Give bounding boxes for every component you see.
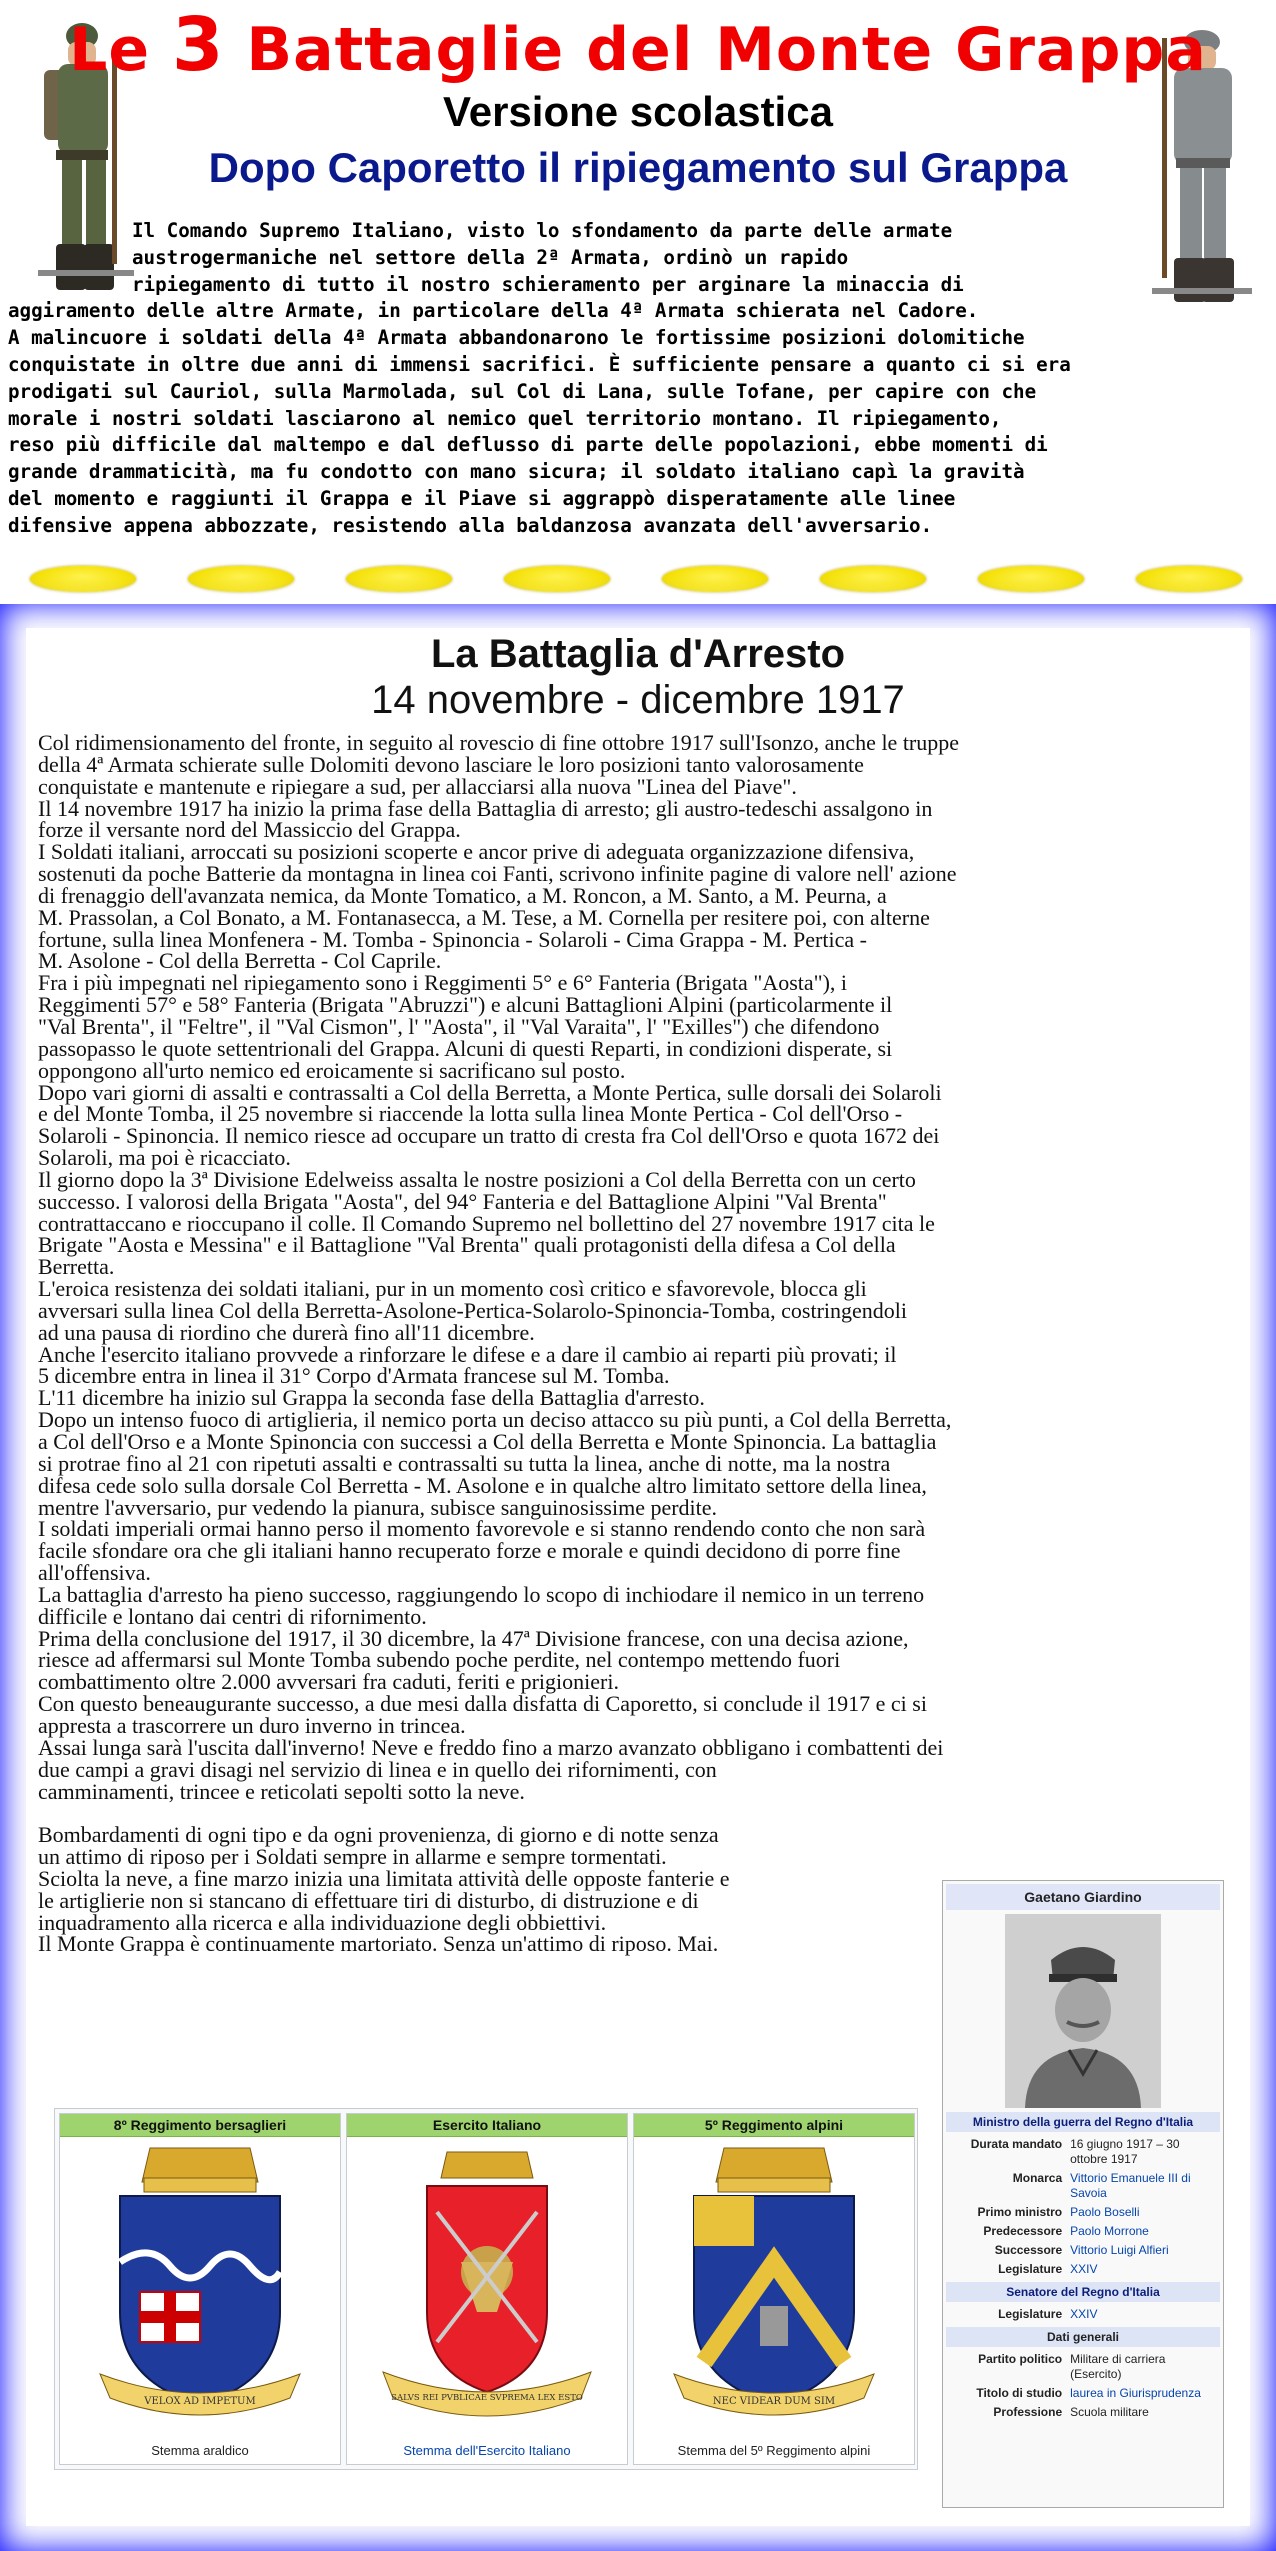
article-line: Dopo vari giorni di assalti e contrassalti a Col della Berretta, a Monte Pertica, sulle dorsali dei Solaroli [38,1079,942,1105]
row-key: Legislature [998,2307,1063,2321]
row-key: Partito politico [978,2352,1063,2366]
infobox-row [947,2203,1219,2222]
infobox-row [947,2135,1219,2169]
infobox-row [947,2260,1219,2279]
row-value-link[interactable]: XXIV [1070,2307,1098,2321]
article-line: I Soldati italiani, arroccati su posizioni scoperte e ancor prive di adeguata organizzazione difensiva, [38,839,915,865]
intro-line: A malincuore i soldati della 4ª Armata abbandonarono le fortissime posizioni dolomitiche [8,326,1025,350]
row-key: Primo ministro [977,2205,1063,2219]
separator-cloud [30,566,136,592]
infobox-section-senatore: Senatore del Regno d'Italia [946,2282,1220,2302]
page-title [0,2,1276,88]
article-line: di frenaggio dell'avanzata nemica, da Monte Tomatico, a M. Roncon, a M. Santo, a M. Peurna, a [38,882,887,908]
article-line: forze il versante nord del Massiccio del Grappa. [38,817,461,843]
infobox-row [947,2169,1219,2203]
separator-cloud [978,566,1084,592]
article-line: Con questo beneaugurante successo, a due mesi dalla disfatta di Caporetto, si conclude il 1917 e ci si [38,1691,927,1717]
intro-line: Il Comando Supremo Italiano, visto lo sfondamento da parte delle armate [132,219,953,242]
row-value-link[interactable]: Paolo Morrone [1070,2224,1149,2238]
article-line: passopasso le quote settentrionali del Grappa. Alcuni di questi Reparti, in condizioni disperate, si [38,1035,893,1061]
title-suffix: Battaglie del Monte Grappa [224,15,1207,85]
separator-cloud [504,566,610,592]
infobox-row [947,2241,1219,2260]
article-line: difesa cede solo sulla dorsale Col Berretta - M. Asolone e in qualche altro limitato settore della linea, [38,1472,927,1498]
article-line: successo. I valorosi della Brigata "Aosta", del 94° Fanteria e del Battaglione Alpini "Val Brenta" [38,1188,887,1214]
emblems-gallery [54,2108,918,2470]
article-line: avversari sulla linea Col della Berretta-Asolone-Pertica-Solarolo-Spinoncia-Tomba, costringendoli [38,1297,908,1323]
article-line: Bombardamenti di ogni tipo e da ogni provenienza, di giorno e di notte senza [38,1822,719,1848]
emblem-card [346,2113,628,2465]
row-value: Scuola militare [1070,2405,1149,2419]
article-line: Dopo un intenso fuoco di artiglieria, il nemico porta un deciso attacco su più punti, a Col della Berretta, [38,1407,952,1433]
article-line: ad una pausa di riordino che durerà fino all'11 dicembre. [38,1319,535,1345]
coat-of-arms-icon[interactable] [90,2142,310,2442]
article-line: conquistate e mantenute e ripiegare a sud, per allacciarsi alla nuova "Linea del Piave". [38,773,797,799]
emblem-motto: NEC VIDEAR DUM SIM [712,2396,836,2407]
article-line: M. Prassolan, a Col Bonato, a M. Fontanasecca, a M. Tese, a M. Cornella per resitere poi, con alterne [38,904,930,930]
article-line: mentre l'avversario, pur vedendo la pianura, subisce sanguinosissime perdite. [38,1494,718,1520]
intro-line: morale i nostri soldati lasciarono al nemico quel territorio montano. Il ripiegamento, [8,406,1002,430]
intro-line: ripiegamento di tutto il nostro schieramento per arginare la minaccia di [132,272,964,296]
intro-line: reso più difficile dal maltempo e dal deflusso di parte delle popolazioni, ebbe momenti di [8,433,1048,457]
article-line: Anche l'esercito italiano provvede a rinforzare le difese e a dare il cambio ai reparti più provati; il [38,1341,897,1367]
article-line: le artiglierie non si stancano di effettuare tiri di disturbo, di distruzione e di [38,1887,699,1913]
infobox-row [947,2305,1219,2324]
article-line [38,1802,1276,1824]
article-line: a Col dell'Orso e a Monte Spinoncia con successi a Col della Berretta e Monte Spinoncia. La battaglia [38,1429,937,1454]
infobox-row [947,2403,1219,2422]
article-line: Fra i più impegnati nel ripiegamento sono i Reggimenti 5° e 6° Fanteria (Brigata "Aosta"), i [38,970,848,996]
row-value-link[interactable]: laurea in Giurisprudenza [1070,2386,1201,2400]
article-line: si protrae fino al 21 con ripetuti assalti e contrassalti su tutta la linea, anche di notte, ma la nostra [38,1450,891,1476]
portrait-icon [1005,1914,1161,2108]
infobox-row [947,2384,1219,2403]
separator-cloud [188,566,294,592]
article-line: facile sfondare ora che gli italiani hanno recuperato forze e morale e quindi decidono di porre fine [38,1538,901,1564]
row-key: Professione [993,2405,1063,2419]
article-line: Il giorno dopo la 3ª Divisione Edelweiss assalta le nostre posizioni a Col della Berretta con un certo [38,1166,916,1192]
article-line: Brigate "Aosta e Messina" e il Battaglione "Val Brenta" quali protagonisti della difesa a Col della [38,1232,896,1258]
title-prefix: Le [69,15,172,85]
coat-of-arms-icon[interactable] [664,2142,884,2442]
infobox-row [947,2350,1219,2384]
section-heading: Dopo Caporetto il ripiegamento sul Grappa [208,144,1068,191]
article-line: I soldati imperiali ormai hanno perso il momento favorevole e si stanno rendendo conto che non sarà [38,1516,926,1542]
article-line: combattimento oltre 2.000 avversari fra caduti, feriti e prigionieri. [38,1669,619,1695]
separator-cloud [820,566,926,592]
emblem-title: 8º Reggimento bersaglieri [60,2114,340,2137]
article-title: La Battaglia d'Arresto [430,632,846,676]
article-line: riesce ad affermarsi sul Monte Tomba subendo poche perdite, nel contempo mettendo fuori [38,1647,841,1673]
emblem-motto: SALVS REI PVBLICAE SVPREMA LEX ESTO [391,2393,583,2403]
article-line: Il 14 novembre 1917 ha inizio la prima fase della Battaglia di arresto; gli austro-tedeschi assalgono in [38,795,933,821]
infobox-gaetano-giardino [942,1880,1224,2508]
infobox-title: Gaetano Giardino [946,1884,1220,1910]
intro-line: grande drammaticità, ma fu condotto con mano sicura; il soldato italiano capì la gravità [8,460,1025,484]
article-line: della 4ª Armata schierate sulle Dolomiti devono lasciare le loro posizioni tanto valorosamente [38,751,864,777]
article-line: fortune, sulla linea Monfenera - M. Tomba - Spinoncia - Solaroli - Cima Grappa - M. Pertica - [38,926,867,952]
article-line: all'offensiva. [38,1560,151,1586]
article-line: Berretta. [38,1254,115,1280]
article-line: La battaglia d'arresto ha pieno successo, raggiungendo lo scopo di inchiodare il nemico in un terreno [38,1581,925,1607]
article-line: Reggimenti 57° e 58° Fanteria (Brigata "Abruzzi") e alcuni Battaglioni Alpini (particolarmente il [38,992,893,1018]
article-line: Prima della conclusione del 1917, il 30 dicembre, la 47ª Divisione francese, con una decisa azione, [38,1625,909,1651]
emblem-title: Esercito Italiano [347,2114,627,2137]
intro-line: prodigati sul Cauriol, sulla Marmolada, sul Col di Lana, sulle Tofane, per capire con che [8,379,1037,403]
article-dates: 14 novembre - dicembre 1917 [371,678,905,722]
army-emblem-icon[interactable] [377,2142,597,2442]
article-line: Assai lunga sarà l'uscita dall'inverno! Neve e freddo fino a marzo avanzato obbligano i combattenti dei [38,1734,944,1760]
article-line: inquadramento alla ricerca e alla individuazione degli obbiettivi. [38,1909,607,1935]
page-subtitle: Versione scolastica [443,88,833,135]
row-key: Successore [994,2243,1063,2257]
infobox-section-ministro: Ministro della guerra del Regno d'Italia [946,2112,1220,2132]
row-value-link[interactable]: Vittorio Luigi Alfieri [1070,2243,1169,2257]
article-line: 5 dicembre entra in linea il 31° Corpo d'Armata francese sul M. Tomba. [38,1363,670,1389]
separator-cloud [662,566,768,592]
article-line: contrattaccano e rioccupano il colle. Il Comando Supremo nel bollettino del 27 novembre 1917 cita le [38,1210,935,1236]
row-key: Monarca [1012,2171,1063,2185]
row-value-link[interactable]: XXIV [1070,2262,1098,2276]
article-line: Solaroli - Spinoncia. Il nemico riesce ad occupare un tratto di cresta fra Col dell'Orso e quota 1672 dei [38,1123,940,1149]
intro-line: austrogermaniche nel settore della 2ª Armata, ordinò un rapido [132,245,849,269]
intro-line: del momento e raggiunti il Grappa e il Piave si aggrappò disperatamente alle linee [8,486,956,510]
row-key: Legislature [998,2262,1063,2276]
top-section [0,0,1276,600]
article-line: "Val Brenta", il "Feltre", il "Val Cismon", l' ''Aosta", il "Val Varaita", l' "Exilles") che difendono [38,1013,880,1039]
article-line: sostenuti da poche Batterie da montagna in linea coi Fanti, scrivono infinite pagine di valore nell' azione [38,861,957,887]
article-line: Il Monte Grappa è continuamente martoriato. Senza un'attimo di riposo. Mai. [38,1931,719,1957]
infobox-row [947,2222,1219,2241]
intro-line: aggiramento delle altre Armate, in particolare della 4ª Armata schierata nel Cadore. [8,299,979,323]
article-line: oppongono all'urto nemico ed eroicamente si sacrificano sul posto. [38,1057,626,1083]
emblem-caption-link[interactable]: Stemma dell'Esercito Italiano [403,2443,571,2458]
article-line: camminamenti, trincee e reticolati sepolti sotto la neve. [38,1778,525,1804]
infobox-section-dati: Dati generali [946,2327,1220,2347]
row-value-link[interactable]: Paolo Boselli [1070,2205,1140,2219]
decorative-separator [30,562,1250,596]
article-line: M. Asolone - Col della Berretta - Col Caprile. [38,948,442,974]
article-line: difficile e lontano dai centri di rifornimento. [38,1603,427,1629]
article-line: L'11 dicembre ha inizio sul Grappa la seconda fase della Battaglia d'arresto. [38,1385,705,1411]
portrait-photo [1005,1914,1161,2108]
emblem-title: 5º Reggimento alpini [634,2114,914,2137]
title-number: 3 [171,2,225,88]
article-line: Solaroli, ma poi è ricacciato. [38,1145,291,1171]
article-body [38,732,1276,1955]
row-value-link[interactable]: Vittorio Emanuele III di Savoia [1070,2171,1191,2200]
row-key: Titolo di studio [976,2386,1063,2400]
row-key: Predecessore [983,2224,1063,2238]
intro-line: conquistate in oltre due anni di immensi sacrifici. È sufficiente pensare a quanto ci si era [8,352,1071,376]
row-key: Durata mandato [970,2137,1063,2151]
separator-cloud [346,566,452,592]
separator-cloud [1136,566,1242,592]
emblem-card [59,2113,341,2465]
emblem-caption: Stemma del 5º Reggimento alpini [677,2443,871,2458]
emblem-caption: Stemma araldico [151,2443,249,2458]
article-line: un attimo di riposo per i Soldati sempre in allarme e sempre tormentati. [38,1844,667,1870]
intro-paragraph [8,218,1270,540]
article-line: Sciolta la neve, a fine marzo inizia una limitata attività delle opposte fanterie e [38,1865,730,1891]
emblem-card [633,2113,915,2465]
article-line: L'eroica resistenza dei soldati italiani, pur in un momento così critico e sfavorevole, blocca gli [38,1276,867,1302]
row-value: 16 giugno 1917 – 30 ottobre 1917 [1070,2137,1180,2166]
article-line: appresta a trascorrere un duro inverno in trincea. [38,1712,466,1738]
article-line: e del Monte Tomba, il 25 novembre si riaccende la lotta sulla linea Monte Pertica - Col dell'Orso - [38,1101,903,1127]
article-line: Col ridimensionamento del fronte, in seguito al rovescio di fine ottobre 1917 sull'Isonzo, anche le truppe [38,730,960,755]
article-line: due campi a gravi disagi nel servizio di linea e in quello dei rifornimenti, con [38,1756,717,1782]
emblem-motto: VELOX AD IMPETUM [144,2396,256,2407]
intro-line: difensive appena abbozzate, resistendo alla baldanzosa avanzata dell'avversario. [8,513,933,537]
row-value: Militare di carriera (Esercito) [1070,2352,1166,2381]
